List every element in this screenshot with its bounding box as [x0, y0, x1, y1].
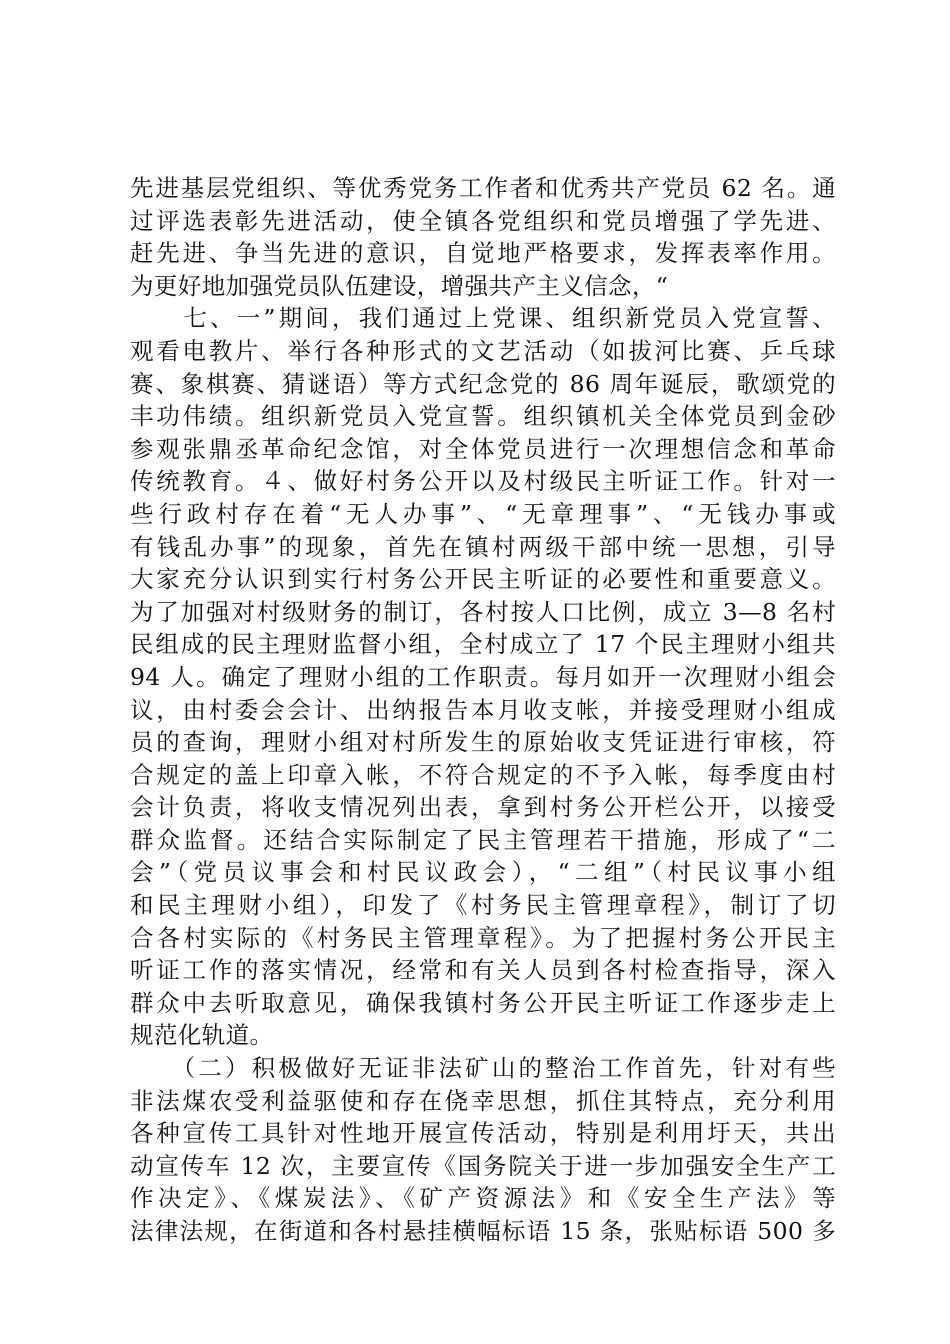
document-body — [130, 172, 836, 1248]
text-line: 作决定》、《煤炭法》、《矿产资源法》和《安全生产法》等 — [130, 1184, 836, 1213]
text-line: 丰功伟绩。组织新党员入党宣誓。组织镇机关全体党员到金砂 — [130, 402, 836, 431]
text-line: 有钱乱办事”的现象，首先在镇村两级干部中统一思想，引导 — [130, 532, 836, 561]
text-line: 法律法规，在街道和各村悬挂横幅标语 15 条，张贴标语 500 多 — [130, 1217, 836, 1245]
text-line: 动宣传车 12 次，主要宣传《国务院关于进一步加强安全生产工 — [130, 1151, 836, 1180]
text-line: 群众监督。还结合实际制定了民主管理若干措施，形成了“二 — [130, 825, 836, 854]
text-line: 规范化轨道。 — [130, 1021, 274, 1050]
text-line: 观看电教片、举行各种形式的文艺活动（如拔河比赛、乒乓球 — [130, 336, 836, 365]
text-line: 群众中去听取意见，确保我镇村务公开民主听证工作逐步走上 — [130, 988, 836, 1017]
text-line: 传统教育。４、做好村务公开以及村级民主听证工作。针对一 — [130, 467, 836, 496]
text-line: 94 人。确定了理财小组的工作职责。每月如开一次理财小组会 — [130, 662, 836, 691]
text-line: 七、一”期间，我们通过上党课、组织新党员入党宣誓、 — [130, 304, 836, 333]
text-line: 大家充分认识到实行村务公开民主听证的必要性和重要意义。 — [130, 565, 836, 594]
text-line: 赛、象棋赛、猜谜语）等方式纪念党的 86 周年诞辰，歌颂党的 — [130, 369, 836, 398]
text-line: 些行政村存在着“无人办事”、“无章理事”、“无钱办事或 — [130, 499, 836, 528]
text-line: 合规定的盖上印章入帐，不符合规定的不予入帐，每季度由村 — [130, 760, 836, 789]
text-line: 民组成的民主理财监督小组，全村成立了 17 个民主理财小组共 — [130, 630, 836, 659]
text-line: 议，由村委会会计、出纳报告本月收支帐，并接受理财小组成 — [130, 695, 836, 724]
text-line: 先进基层党组织、等优秀党务工作者和优秀共产党员 62 名。通 — [130, 174, 836, 202]
text-line: 非法煤农受利益驱使和存在侥幸思想，抓住其特点，充分利用 — [130, 1086, 836, 1115]
text-line: 参观张鼎丞革命纪念馆，对全体党员进行一次理想信念和革命 — [130, 434, 836, 463]
text-line: 合各村实际的《村务民主管理章程》。为了把握村务公开民主 — [130, 923, 836, 952]
text-line: 员的查询，理财小组对村所发生的原始收支凭证进行审核，符 — [130, 728, 836, 757]
text-line: 听证工作的落实情况，经常和有关人员到各村检查指导，深入 — [130, 956, 836, 985]
text-line: 赶先进、争当先进的意识，自觉地严格要求，发挥表率作用。 — [130, 239, 836, 268]
text-line: 会”（党员议事会和村民议政会），“二组”（村民议事小组 — [130, 858, 836, 887]
text-line: 各种宣传工具针对性地开展宣传活动，特别是利用圩天，共出 — [130, 1119, 836, 1148]
text-line: 和民主理财小组），印发了《村务民主管理章程》，制订了切 — [130, 891, 836, 920]
text-line: （二）积极做好无证非法矿山的整治工作首先，针对有些 — [130, 1054, 836, 1083]
text-line: 为更好地加强党员队伍建设，增强共产主义信念，“ — [130, 271, 669, 300]
text-line: 会计负责，将收支情况列出表，拿到村务公开栏公开，以接受 — [130, 793, 836, 822]
text-line: 为了加强对村级财务的制订，各村按人口比例，成立 3—8 名村 — [130, 597, 836, 626]
text-line: 过评选表彰先进活动，使全镇各党组织和党员增强了学先进、 — [130, 206, 836, 235]
